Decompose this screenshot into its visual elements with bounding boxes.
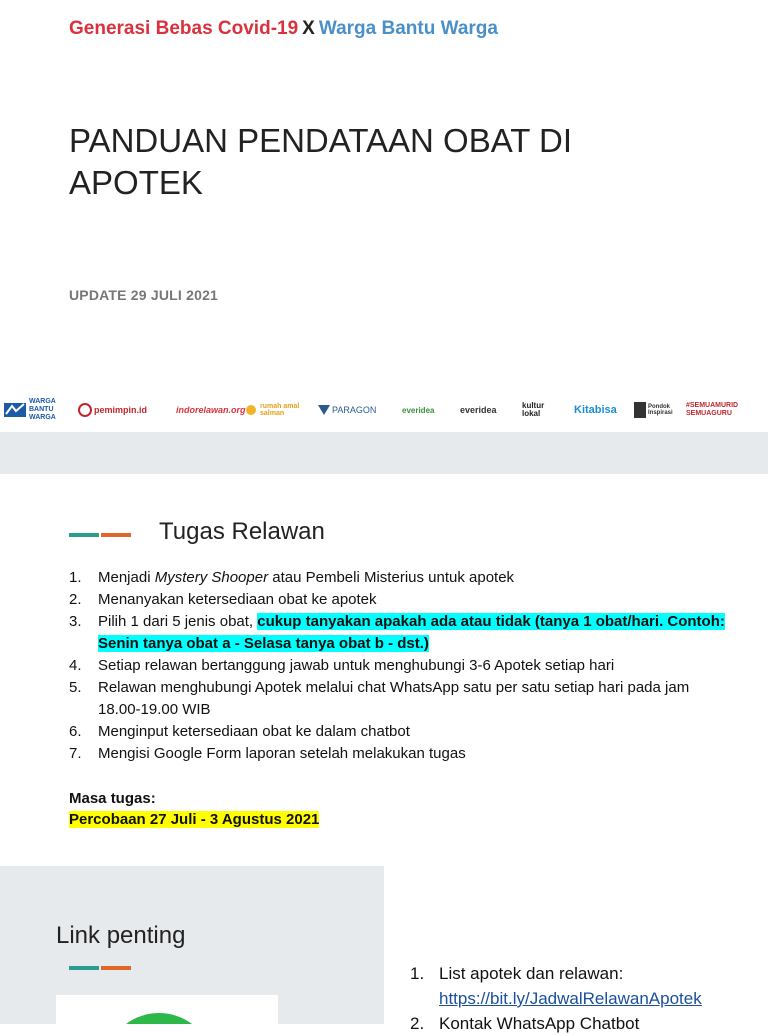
partner-logo: rumah amal salman	[244, 396, 302, 424]
list-item: 5. Relawan menghubungi Apotek melalui chat WhatsApp satu per satu setiap hari pada jam 18.00-19.00 WIB	[69, 679, 690, 718]
list-item: 1. Menjadi Mystery Shooper atau Pembeli Misterius untuk apotek	[69, 569, 515, 586]
partner-logo: Kitabisa	[574, 404, 617, 416]
triangle-logo-icon	[318, 405, 330, 415]
links-list	[410, 961, 702, 1036]
page-title: PANDUAN PENDATAAN OBAT DI APOTEK	[69, 122, 573, 201]
jadwal-relawan-link[interactable]: https://bit.ly/JadwalRelawanApotek	[439, 989, 702, 1008]
partner-logos-strip	[0, 396, 768, 428]
circle-logo-icon	[78, 403, 92, 417]
partner-logo: kultur lokal	[522, 401, 545, 418]
link-divider	[69, 966, 131, 970]
list-item: 2. Menanyakan ketersediaan obat ke apotek	[69, 591, 377, 608]
list-item: 4. Setiap relawan bertanggung jawab untuk menghubungi 3-6 Apotek setiap hari	[69, 657, 615, 674]
masa-tugas-period: Percobaan 27 Juli - 3 Agustus 2021	[69, 811, 320, 828]
list-item: 3. Pilih 1 dari 5 jenis obat, cukup tanyakan apakah ada atau tidak (tanya 1 obat/hari. Contoh: Senin tanya obat a - Selasa tanya obat b - dst.)	[69, 613, 725, 652]
highlighted-text: cukup tanyakan apakah ada atau tidak (tanya 1 obat/hari. Contoh: Senin tanya obat a - Selasa tanya obat b - dst.)	[98, 613, 725, 652]
partner-logo: pemimpin.id	[78, 396, 147, 424]
partner-logo: PARAGON	[318, 396, 376, 424]
tugas-relawan-heading: Tugas Relawan	[159, 518, 325, 545]
brand-generasi-bebas-covid: Generasi Bebas Covid-19	[69, 18, 299, 39]
sun-logo-icon	[244, 403, 258, 417]
partner-logo: #SEMUAMURID SEMUAGURU	[686, 402, 739, 417]
partner-logo: WARGA BANTU WARGA	[4, 396, 63, 424]
list-item: 1. List apotek dan relawan: https://bit.ly/JadwalRelawanApotek	[410, 964, 702, 1008]
whatsapp-icon	[104, 1013, 214, 1024]
partner-logo: Pondok Inspirasi	[634, 396, 674, 424]
update-date: UPDATE 29 JULI 2021	[69, 287, 219, 303]
list-item: 2. Kontak WhatsApp Chatbot	[410, 1014, 640, 1033]
masa-tugas-label: Masa tugas:	[69, 790, 156, 807]
partner-logo: everidea	[402, 405, 435, 415]
link-penting-heading: Link penting	[56, 922, 186, 949]
list-item: 6. Menginput ketersediaan obat ke dalam chatbot	[69, 723, 410, 740]
list-item: 7. Mengisi Google Form laporan setelah melakukan tugas	[69, 745, 466, 762]
section-band	[0, 432, 768, 474]
partner-logo: indorelawan.org	[176, 404, 246, 415]
brand-line	[69, 18, 498, 40]
wave-logo-icon	[4, 401, 26, 419]
brand-separator: X	[302, 18, 315, 39]
section-divider	[69, 533, 131, 537]
brand-warga-bantu-warga: Warga Bantu Warga	[318, 18, 498, 39]
book-logo-icon	[634, 402, 646, 418]
partner-logo: everidea	[460, 405, 497, 415]
whatsapp-card	[56, 995, 278, 1024]
tugas-list	[69, 567, 729, 765]
